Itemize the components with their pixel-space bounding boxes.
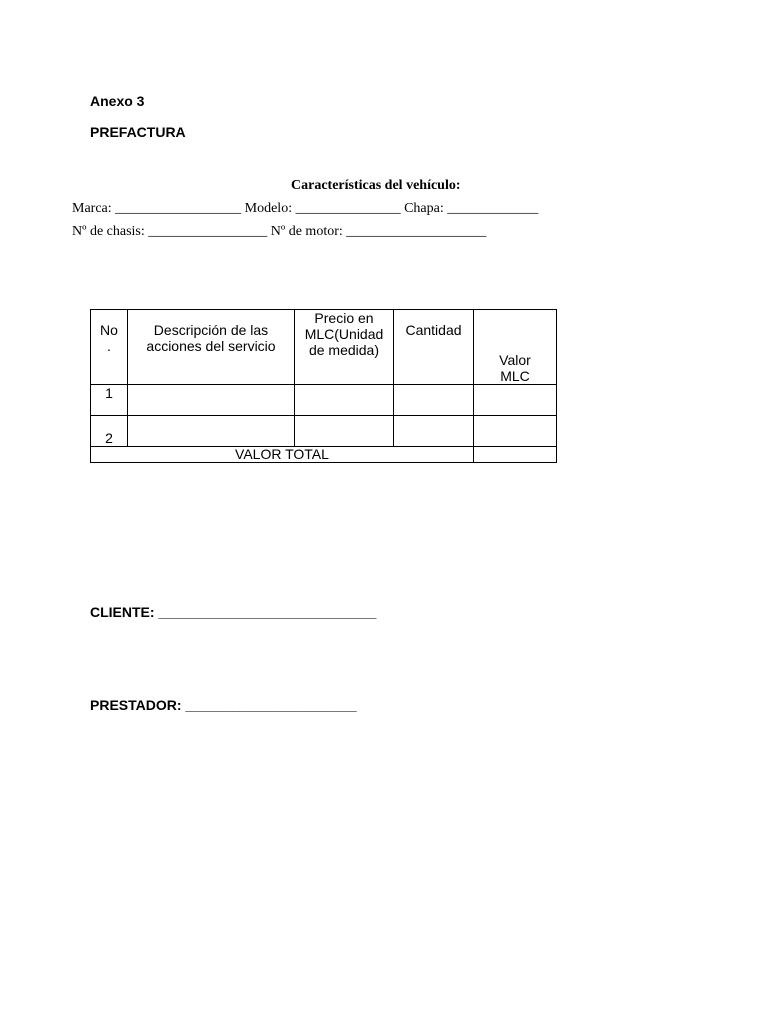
table-row (91, 385, 557, 416)
table-header-row (91, 310, 557, 385)
header-no: No . (91, 310, 128, 385)
row-price-cell (295, 416, 394, 447)
row-description-cell (128, 416, 295, 447)
annex-label: Anexo 3 (90, 93, 145, 109)
table-row (91, 416, 557, 447)
table-total-row (91, 447, 557, 463)
total-value-cell (474, 447, 557, 463)
document-title: PREFACTURA (90, 124, 186, 140)
row-value-cell (474, 385, 557, 416)
vehicle-section-heading: Características del vehículo: (291, 178, 461, 193)
total-label: VALOR TOTAL (91, 447, 474, 463)
vehicle-brand-model-plate-line: Marca: __________________ Modelo: _______________ Chapa: _____________ (72, 201, 539, 216)
provider-signature-line (90, 697, 357, 713)
row-description-cell (128, 385, 295, 416)
provider-signature-text: PRESTADOR: ______________________ (90, 697, 357, 713)
row-price-cell (295, 385, 394, 416)
invoice-table (90, 309, 557, 463)
header-description: Descripción de las acciones del servicio (128, 310, 295, 385)
header-price: Precio en MLC(Unidad de medida) (295, 310, 394, 385)
header-quantity: Cantidad (394, 310, 474, 385)
client-signature-line (90, 604, 376, 620)
row-number: 1 (91, 385, 128, 416)
client-signature-text: CLIENTE: ____________________________ (90, 604, 377, 620)
row-quantity-cell (394, 385, 474, 416)
row-number: 2 (91, 416, 128, 447)
row-value-cell (474, 416, 557, 447)
header-value: Valor MLC (474, 310, 557, 385)
vehicle-chassis-motor-line: Nº de chasis: _________________ Nº de motor: ____________________ (72, 224, 487, 239)
row-quantity-cell (394, 416, 474, 447)
